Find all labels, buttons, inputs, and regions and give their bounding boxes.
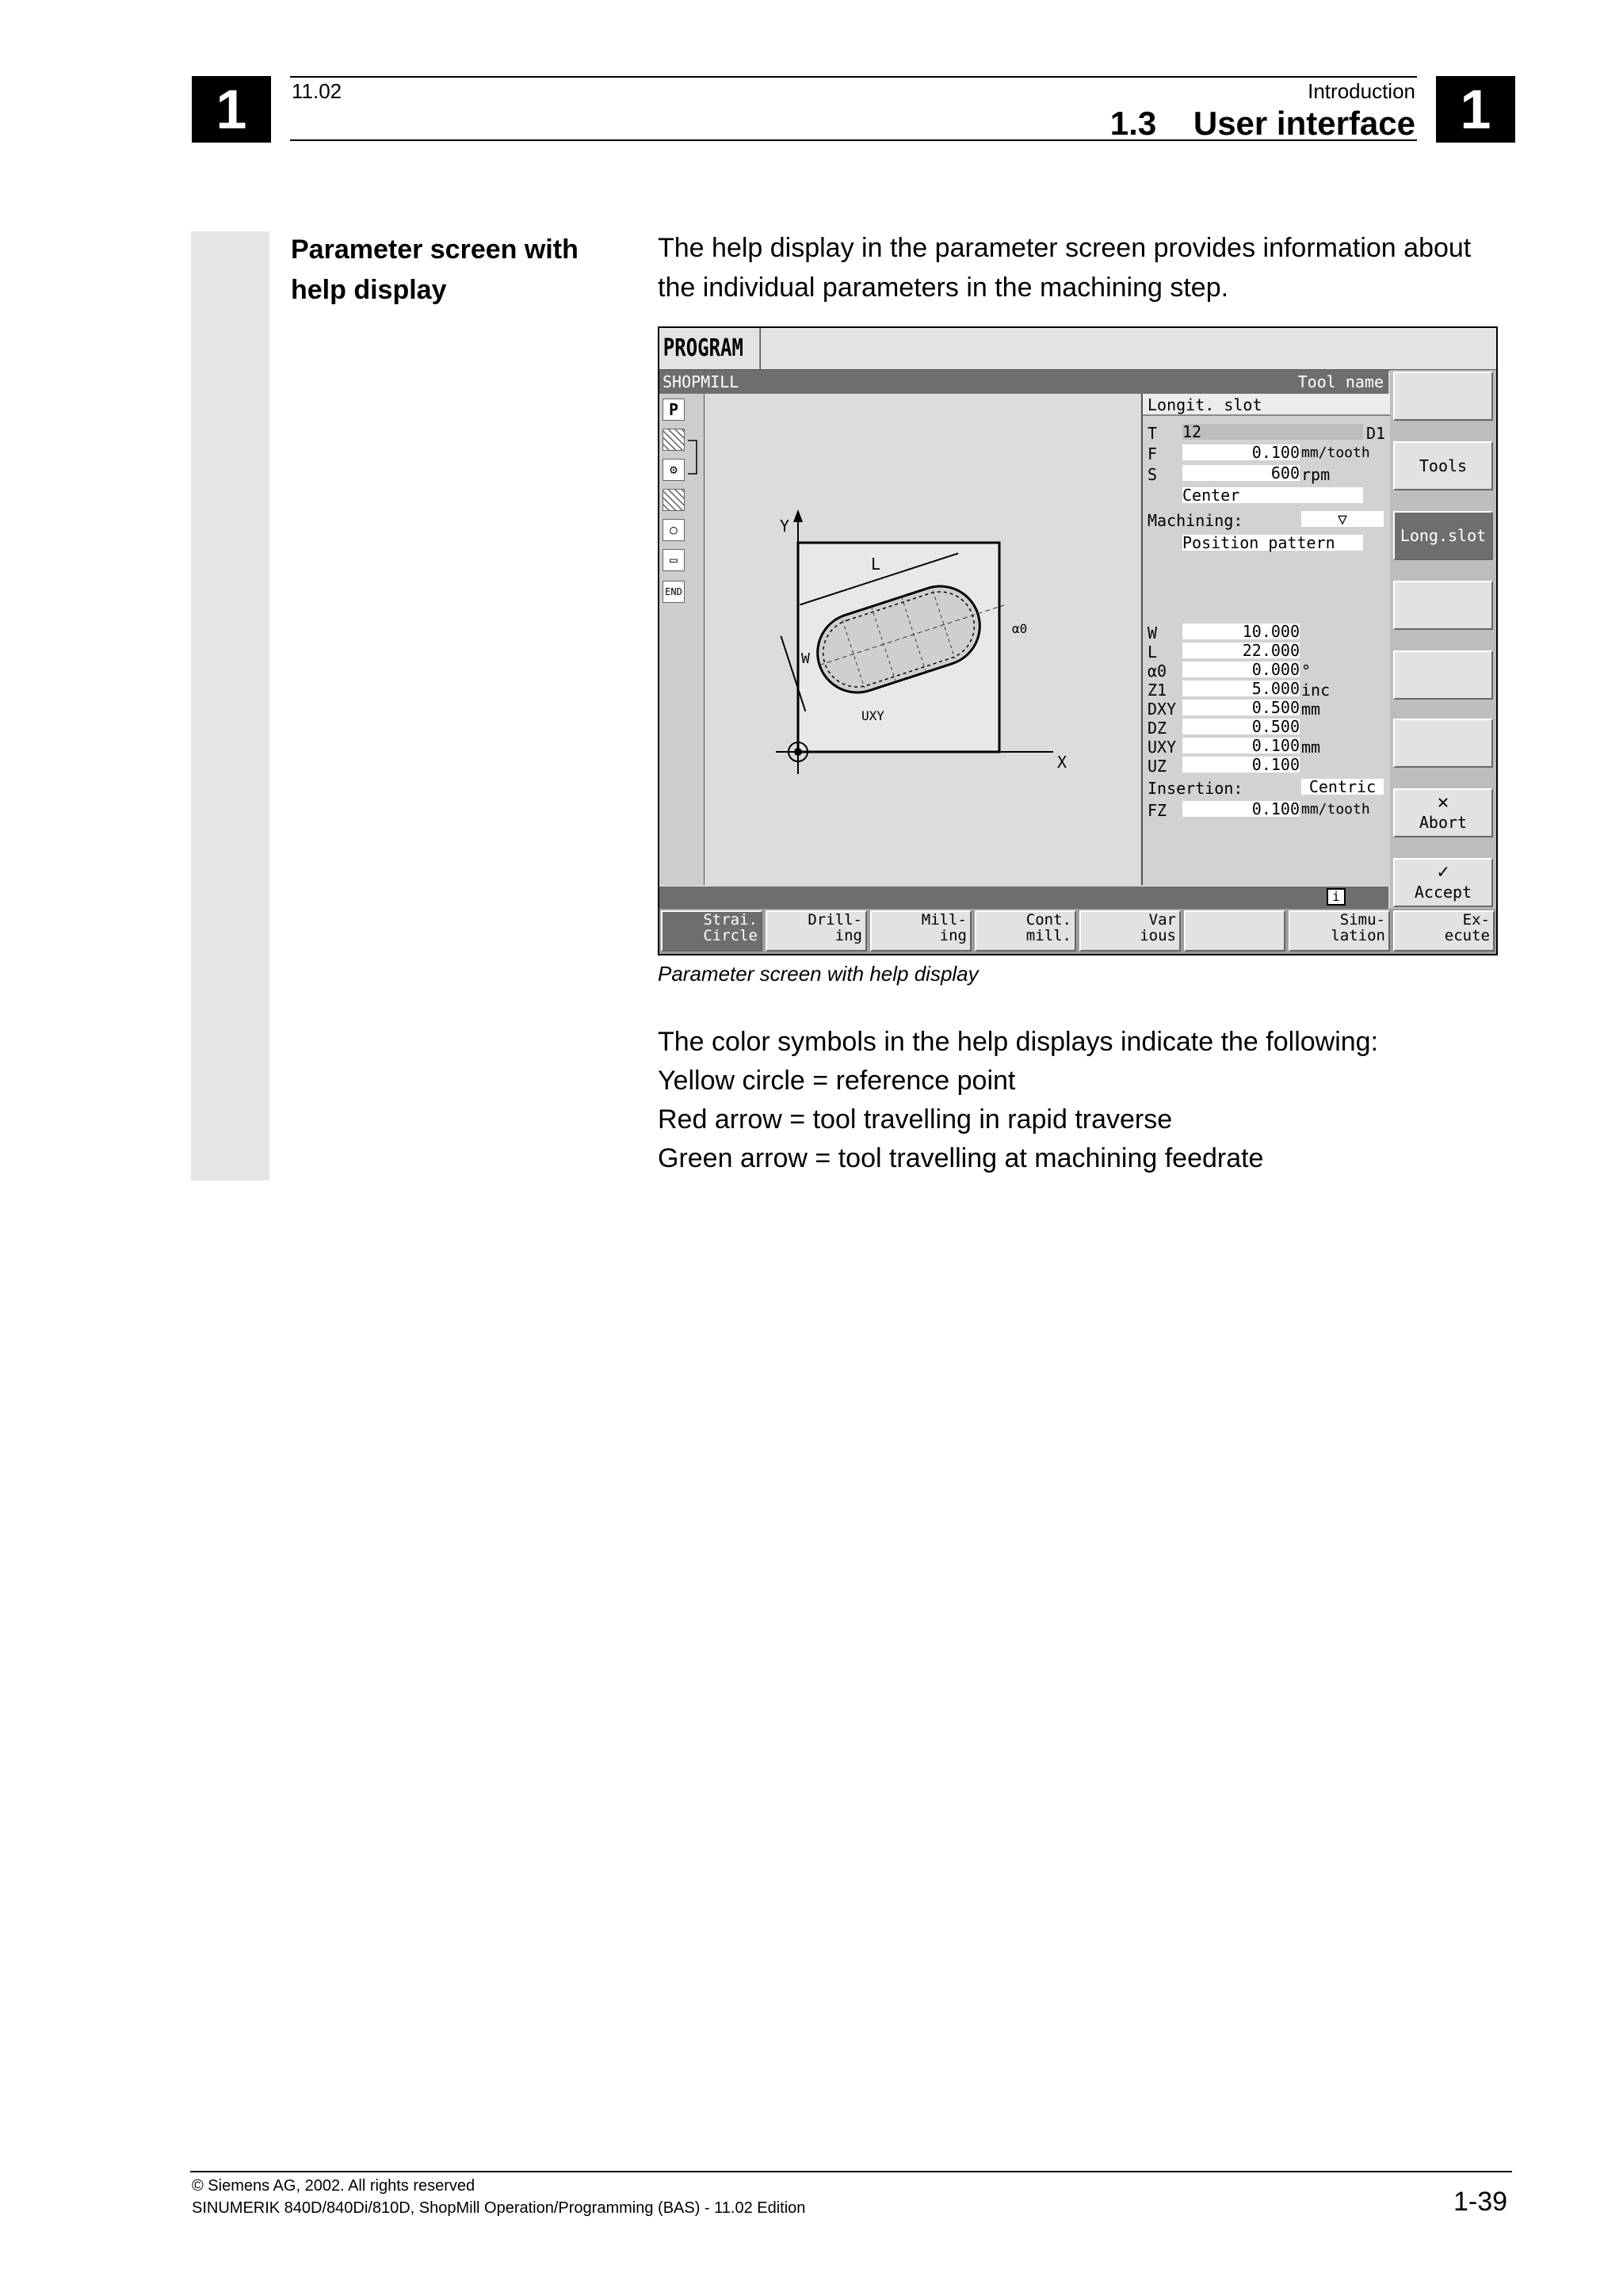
long-slot-softkey[interactable]: Long.slot: [1393, 511, 1493, 560]
bracket-marker: [688, 440, 697, 475]
param-label: S: [1148, 465, 1158, 484]
param-label: α0: [1148, 662, 1167, 681]
rectangle-icon[interactable]: ▭: [663, 549, 685, 571]
legend-intro: The color symbols in the help displays indicate the following:: [658, 1027, 1379, 1057]
info-icon[interactable]: i: [1327, 888, 1346, 906]
intro-line-2: the individual parameters in the machining step.: [658, 273, 1229, 303]
screen-title: PROGRAM: [659, 328, 761, 369]
axis-x-label: X: [1057, 753, 1067, 772]
param-field[interactable]: 0.500: [1182, 719, 1300, 734]
param-label: UZ: [1148, 757, 1167, 776]
param-label: Insertion:: [1148, 779, 1243, 798]
drilling-softkey[interactable]: Drill- ing: [766, 910, 867, 952]
softkey-blank[interactable]: [1393, 581, 1493, 630]
program-icon[interactable]: P: [663, 399, 685, 421]
legend-yellow: Yellow circle = reference point: [658, 1066, 1016, 1096]
screen-title-bar: [659, 328, 1496, 371]
angle-label: α0: [1012, 621, 1028, 636]
param-label: Z1: [1148, 681, 1167, 700]
various-softkey[interactable]: Var ious: [1079, 910, 1181, 952]
screen-status-bar: [659, 370, 1388, 394]
param-field[interactable]: 10.000: [1182, 624, 1300, 639]
version-label: 11.02: [292, 79, 342, 103]
length-label: L: [871, 555, 881, 574]
abort-label: Abort: [1419, 813, 1468, 832]
param-label: DXY: [1148, 700, 1177, 719]
hatched-icon[interactable]: [663, 489, 685, 511]
accept-label: Accept: [1414, 883, 1472, 902]
softkey-blank[interactable]: [1393, 372, 1493, 421]
accept-softkey[interactable]: [1393, 858, 1493, 907]
header-rule-top: [290, 76, 1417, 78]
param-unit: mm: [1301, 700, 1321, 719]
status-left: SHOPMILL: [663, 372, 739, 391]
param-label: L: [1148, 643, 1158, 662]
param-label: DZ: [1148, 719, 1167, 738]
params-title: Longit. slot: [1148, 395, 1262, 414]
param-field[interactable]: 0.100: [1182, 444, 1300, 460]
param-field[interactable]: 600: [1182, 465, 1300, 481]
simulation-softkey[interactable]: Simu- lation: [1289, 910, 1390, 952]
param-field[interactable]: 0.100: [1182, 757, 1300, 772]
param-field[interactable]: Position pattern: [1182, 535, 1363, 551]
softkey-blank[interactable]: [1184, 910, 1285, 952]
param-field[interactable]: Center: [1182, 487, 1363, 503]
axis-y-label: Y: [780, 517, 790, 536]
param-label: Machining:: [1148, 511, 1243, 530]
contour-milling-softkey[interactable]: Cont. mill.: [975, 910, 1076, 952]
softkey-blank[interactable]: [1393, 719, 1493, 768]
section-small: Introduction: [1308, 79, 1415, 103]
chapter-number-left: 1: [192, 76, 271, 143]
param-field[interactable]: 5.000: [1182, 681, 1300, 696]
footer-rule: [190, 2171, 1512, 2172]
close-icon: ✕: [1437, 791, 1449, 813]
param-label: UXY: [1148, 738, 1177, 757]
param-label: F: [1148, 444, 1158, 463]
param-label: T: [1148, 424, 1158, 443]
slot-icon[interactable]: [663, 429, 685, 451]
legend-red: Red arrow = tool travelling in rapid traverse: [658, 1104, 1173, 1135]
end-icon[interactable]: END: [663, 581, 685, 603]
margin-column: [191, 231, 269, 1180]
param-field[interactable]: 0.100: [1182, 801, 1300, 817]
param-label: W: [1148, 624, 1158, 643]
footer-copyright: © Siemens AG, 2002. All rights reserved: [192, 2177, 475, 2195]
param-unit: mm: [1301, 738, 1321, 757]
footer-edition: SINUMERIK 840D/840Di/810D, ShopMill Operation/Programming (BAS) - 11.02 Edition: [192, 2199, 806, 2217]
param-unit: inc: [1301, 681, 1331, 700]
param-unit: mm/tooth: [1301, 801, 1370, 818]
horizontal-softkeys: [659, 909, 1496, 954]
slot-help-graphic: [705, 394, 1140, 885]
tools-softkey[interactable]: Tools: [1393, 441, 1493, 490]
vertical-softkeys: [1390, 370, 1496, 909]
allowance-label: UXY: [861, 708, 884, 723]
straight-circle-softkey[interactable]: Strai. Circle: [661, 910, 762, 952]
page-number: 1-39: [1453, 2187, 1508, 2217]
param-field[interactable]: 0.500: [1182, 700, 1300, 715]
circle-icon[interactable]: ○: [663, 519, 685, 541]
abort-softkey[interactable]: [1393, 788, 1493, 837]
param-field[interactable]: 22.000: [1182, 643, 1300, 658]
param-unit: °: [1301, 662, 1312, 681]
param-unit: mm/tooth: [1301, 444, 1370, 461]
help-diagram: [705, 394, 1140, 885]
intro-line-1: The help display in the parameter screen provides information about: [658, 233, 1472, 263]
insertion-field[interactable]: Centric: [1301, 779, 1384, 795]
param-unit: D1: [1366, 424, 1386, 443]
legend-green: Green arrow = tool travelling at machining feedrate: [658, 1143, 1264, 1173]
param-field[interactable]: 0.100: [1182, 738, 1300, 753]
figure-caption: Parameter screen with help display: [658, 962, 979, 986]
param-unit: rpm: [1301, 465, 1331, 484]
param-label: FZ: [1148, 801, 1167, 820]
softkey-blank[interactable]: [1393, 650, 1493, 700]
check-icon: ✓: [1437, 860, 1449, 883]
execute-softkey[interactable]: Ex- ecute: [1393, 910, 1495, 952]
machining-dropdown[interactable]: ▽: [1301, 511, 1384, 527]
step-icon-column: [659, 394, 705, 885]
section-title: 1.3 User interface: [1109, 105, 1415, 142]
message-bar: [659, 887, 1388, 909]
parameter-panel: [1141, 394, 1390, 885]
status-right: Tool name: [1297, 372, 1384, 391]
milling-softkey[interactable]: Mill- ing: [870, 910, 972, 952]
shopmill-screen: [658, 326, 1498, 955]
gear-icon[interactable]: ⚙: [663, 459, 685, 481]
param-field[interactable]: 0.000: [1182, 662, 1300, 677]
chapter-number-right: 1: [1436, 76, 1515, 143]
param-field[interactable]: 12: [1182, 424, 1363, 440]
width-label: W: [801, 650, 810, 667]
sidebar-heading: Parameter screen with help display: [291, 235, 579, 305]
